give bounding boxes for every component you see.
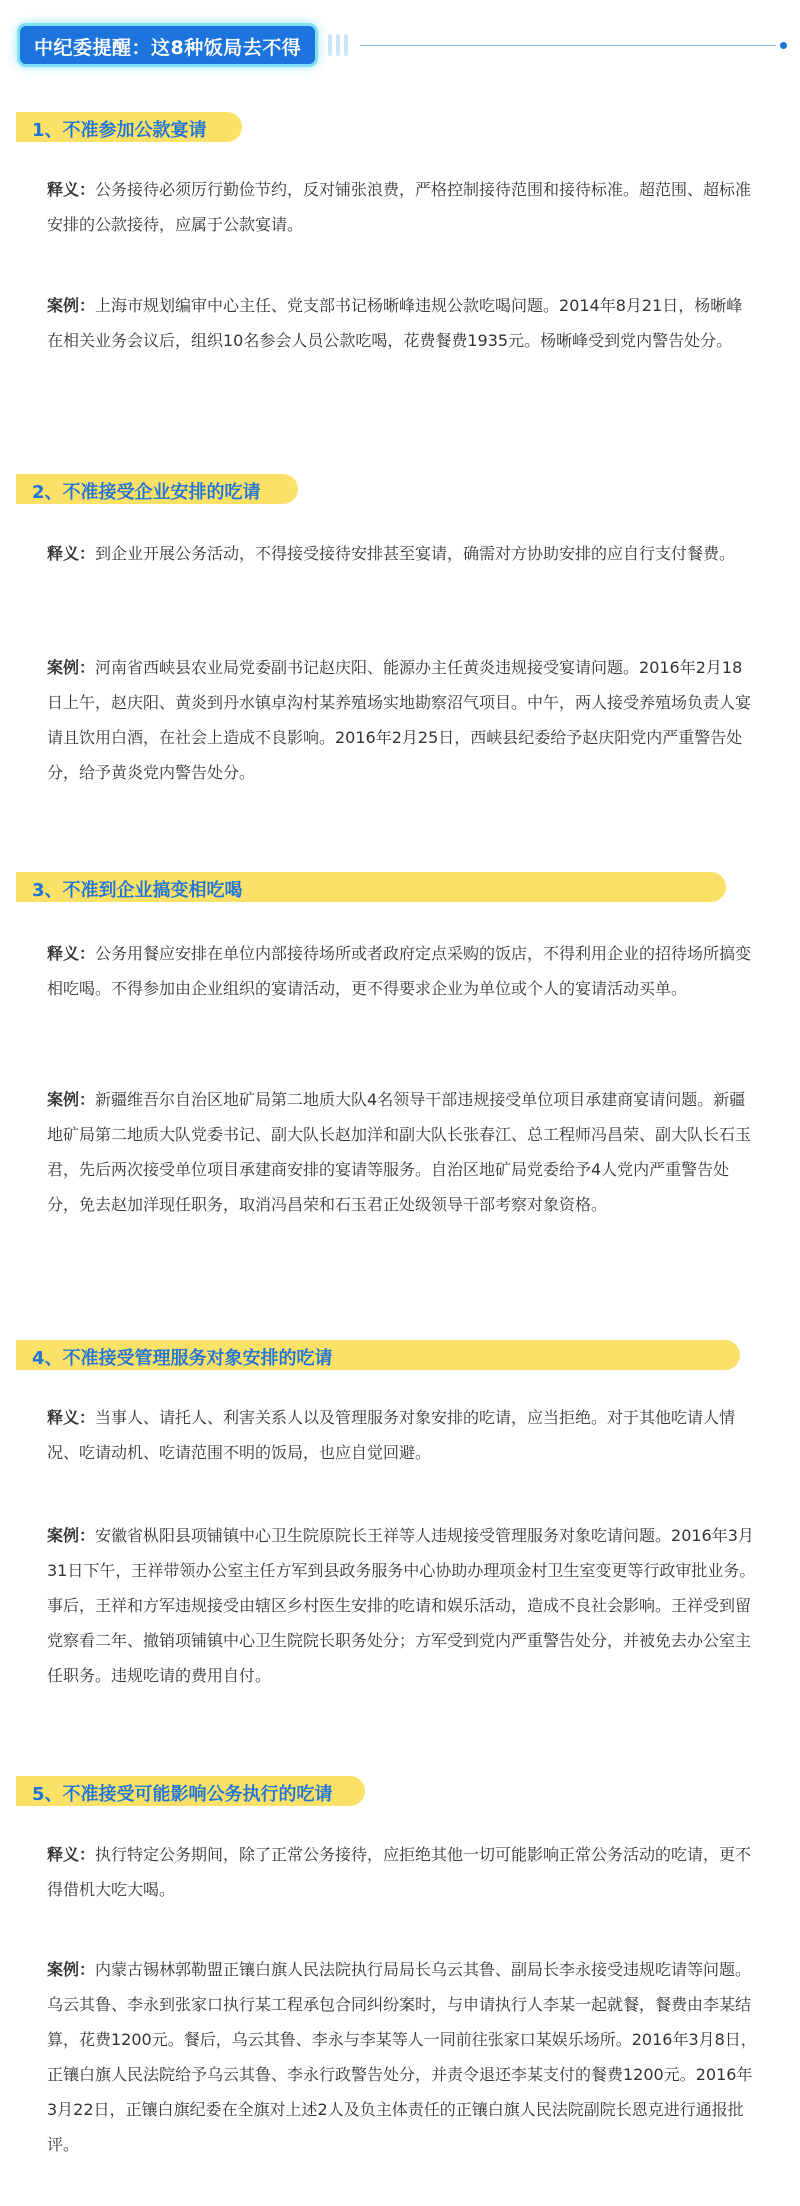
banner-divider-line [360,45,776,46]
case-text: 河南省西峡县农业局党委副书记赵庆阳、能源办主任黄炎违规接受宴请问题。2016年2月18日上午，赵庆阳、黄炎到丹水镇卓沟村某养殖场实地勘察沼气项目。中午，两人接受养殖场负责人宴请且饮用白酒，在社会上造成不良影响。2016年2月25日，西峡县纪委给予赵庆阳党内严重警告处分，给予黄炎党内警告处分。 [47,658,752,782]
definition-label: 释义： [47,180,96,199]
definition-text: 执行特定公务期间，除了正常公务接待，应拒绝其他一切可能影响正常公务活动的吃请，更不得借机大吃大喝。 [47,1845,752,1899]
definition-label: 释义： [47,944,96,963]
section-title: 5、不准接受可能影响公务执行的吃请 [32,1784,333,1805]
case-label: 案例： [47,1526,96,1545]
section-heading-5 [16,1776,365,1806]
case-paragraph-1 [47,288,757,358]
banner-bars-decoration [328,34,354,56]
section-title: 2、不准接受企业安排的吃请 [32,482,261,503]
case-paragraph-3 [47,1082,757,1222]
banner-box [20,26,315,64]
section-heading-1 [16,112,242,142]
case-paragraph-2 [47,650,757,790]
definition-paragraph-2 [47,536,757,571]
case-label: 案例： [47,1960,96,1979]
definition-paragraph-4 [47,1400,757,1470]
section-title: 1、不准参加公款宴请 [32,120,207,141]
case-label: 案例： [47,296,96,315]
definition-label: 释义： [47,1408,96,1427]
section-title: 4、不准接受管理服务对象安排的吃请 [32,1348,333,1369]
case-label: 案例： [47,658,96,677]
case-paragraph-4 [47,1518,757,1693]
section-heading-2 [16,474,298,504]
section-heading-3 [16,872,726,902]
definition-text: 公务接待必须厉行勤俭节约，反对铺张浪费，严格控制接待范围和接待标准。超范围、超标准安排的公款接待，应属于公款宴请。 [47,180,752,234]
definition-label: 释义： [47,544,96,563]
case-text: 内蒙古锡林郭勒盟正镶白旗人民法院执行局局长乌云其鲁、副局长李永接受违规吃请等问题。乌云其鲁、李永到张家口执行某工程承包合同纠纷案时，与申请执行人李某一起就餐，餐费由李某结算，花费1200元。餐后，乌云其鲁、李永与李某等人一同前往张家口某娱乐场所。2016年3月8日，正镶白旗人民法院给予乌云其鲁、李永行政警告处分，并责令退还李某支付的餐费1200元。2016年3月22日，正镶白旗纪委在全旗对上述2人及负主体责任的正镶白旗人民法院副院长恩克进行通报批评。 [47,1960,757,2154]
definition-label: 释义： [47,1845,96,1864]
definition-paragraph-1 [47,172,757,242]
definition-text: 当事人、请托人、利害关系人以及管理服务对象安排的吃请，应当拒绝。对于其他吃请人情况、吃请动机、吃请范围不明的饭局，也应自觉回避。 [47,1408,736,1462]
top-banner [20,26,790,66]
case-label: 案例： [47,1090,96,1109]
definition-text: 到企业开展公务活动，不得接受接待安排甚至宴请，确需对方协助安排的应自行支付餐费。 [95,544,736,563]
case-text: 新疆维吾尔自治区地矿局第二地质大队4名领导干部违规接受单位项目承建商宴请问题。新疆地矿局第二地质大队党委书记、副大队长赵加洋和副大队长张春江、总工程师冯昌荣、副大队长石玉君，先后两次接受单位项目承建商安排的宴请等服务。自治区地矿局党委给予4人党内严重警告处分，免去赵加洋现任职务，取消冯昌荣和石玉君正处级领导干部考察对象资格。 [47,1090,752,1214]
section-title: 3、不准到企业搞变相吃喝 [32,880,243,901]
definition-paragraph-3 [47,936,757,1006]
case-text: 安徽省枞阳县项铺镇中心卫生院原院长王祥等人违规接受管理服务对象吃请问题。2016年3月31日下午，王祥带领办公室主任方军到县政务服务中心协助办理项金村卫生室变更等行政审批业务。事后，王祥和方军违规接受由辖区乡村医生安排的吃请和娱乐活动，造成不良社会影响。王祥受到留党察看二年、撤销项铺镇中心卫生院院长职务处分；方军受到党内严重警告处分，并被免去办公室主任职务。违规吃请的费用自付。 [47,1526,756,1685]
banner-dot [780,42,787,49]
banner-title: 中纪委提醒：这8种饭局去不得 [34,37,302,59]
section-heading-4 [16,1340,740,1370]
definition-text: 公务用餐应安排在单位内部接待场所或者政府定点采购的饭店，不得利用企业的招待场所搞变相吃喝。不得参加由企业组织的宴请活动，更不得要求企业为单位或个人的宴请活动买单。 [47,944,752,998]
definition-paragraph-5 [47,1837,757,1907]
case-paragraph-5 [47,1952,757,2162]
case-text: 上海市规划编审中心主任、党支部书记杨晰峰违规公款吃喝问题。2014年8月21日，杨晰峰在相关业务会议后，组织10名参会人员公款吃喝，花费餐费1935元。杨晰峰受到党内警告处分。 [47,296,743,350]
